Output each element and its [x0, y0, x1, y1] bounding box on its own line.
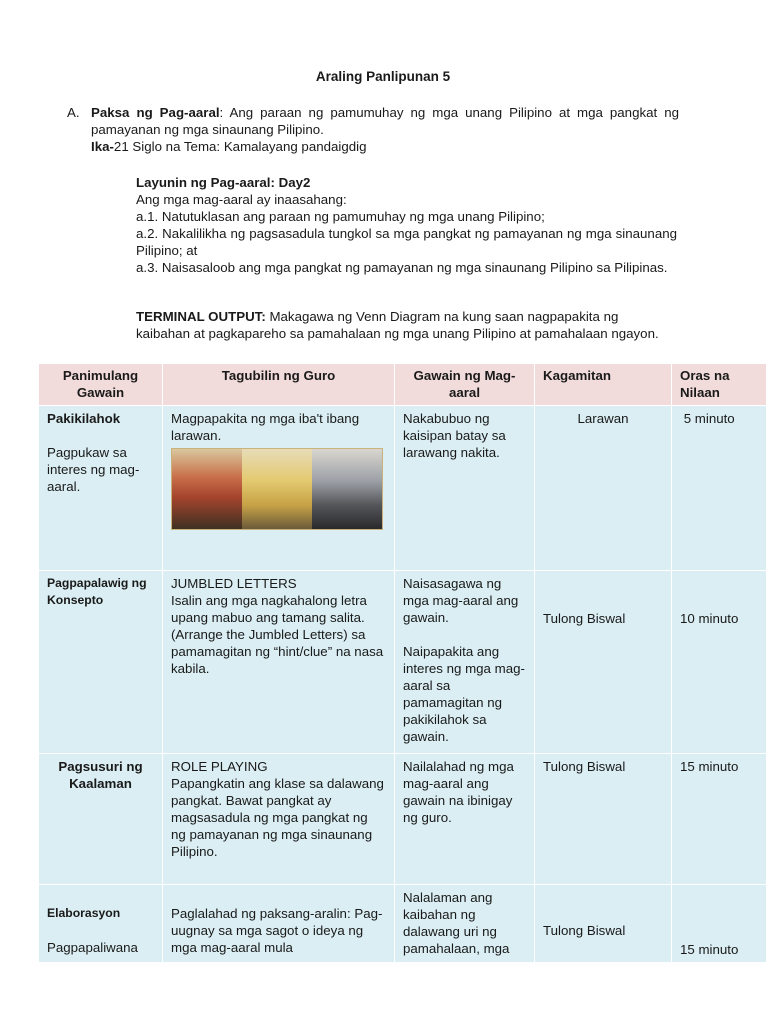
objectives-block [136, 174, 677, 276]
topic-label: Paksa ng Pag-aaral [91, 105, 220, 120]
table-header: Tagubilin ng Guro [163, 364, 395, 406]
time-cell: 15 minuto [672, 754, 767, 885]
instruction-cell [163, 406, 395, 571]
terminal-text: Makagawa ng Venn Diagram na kung saan nagpapakita ng kaibahan at pagkapareho sa pamahalaan ng mga unang Pilipino at pamahalaan ngayon. [136, 309, 659, 341]
time-cell: 10 minuto [672, 571, 767, 754]
objectives-heading: Layunin ng Pag-aaral: Day2 [136, 175, 311, 190]
activity-name: Pagsusuri ng Kaalaman [58, 759, 143, 791]
materials-cell: Tulong Biswal [535, 885, 672, 963]
document-title: Araling Panlipunan 5 [315, 69, 451, 84]
table-header: Oras na Nilaan [672, 364, 767, 406]
time-cell: 15 minuto [672, 885, 767, 963]
century-text: 21 Siglo na Tema: Kamalayang pandaigdig [113, 139, 367, 154]
activity-subtitle: Pagpukaw sa interes ng mag-aaral. [47, 445, 140, 494]
objective-item: a.1. Natutuklasan ang paraan ng pamumuhay ng mga unang Pilipino; [136, 209, 545, 224]
table-row [39, 571, 767, 754]
materials-cell: Tulong Biswal [535, 571, 672, 754]
terminal-label: TERMINAL OUTPUT: [136, 309, 266, 324]
instruction-cell: ROLE PLAYING Papangkatin ang klase sa dalawang pangkat. Bawat pangkat ay magsasadula ng mga pangkat ng ng pamayanan ng mga sinaunang Pilipino. [163, 754, 395, 885]
student-task-cell: Nakabubuo ng kaisipan batay sa larawang nakita. [395, 406, 535, 571]
activity-cell [39, 571, 163, 754]
activity-cell [39, 406, 163, 571]
instruction-cell: JUMBLED LETTERS Isalin ang mga nagkahalong letra upang mabuo ang tamang salita. (Arrange the Jumbled Letters) sa pamamagitan ng “hint/clue” na nasa kabila. [163, 571, 395, 754]
objective-item: a.3. Naisasaloob ang mga pangkat ng pamayanan ng mga sinaunang Pilipino sa Pilipinas. [136, 260, 668, 275]
topic-text: : Ang paraan ng pamumuhay ng mga unang Pilipino at mga pangkat ng pamayanan ng mga sinaunang Pilipino. [91, 105, 679, 137]
lesson-table [38, 363, 767, 963]
activity-cell [39, 754, 163, 885]
student-task-cell: Nailalahad ng mga mag-aaral ang gawain na ibinigay ng guro. [395, 754, 535, 885]
activity-name: Pagpapalawig ng Konsepto [47, 576, 147, 607]
student-task-cell: Nalalaman ang kaibahan ng dalawang uri ng pamahalaan, mga [395, 885, 535, 963]
activity-name: Pakikilahok [47, 411, 121, 426]
activity-cell [39, 885, 163, 963]
table-header-row [39, 364, 767, 406]
instruction-cell: Paglalahad ng paksang-aralin: Pag-uugnay sa mga sagot o ideya ng mga mag-aaral mula [163, 885, 395, 963]
student-task-cell: Naisasagawa ng mga mag-aaral ang gawain. Naipapakita ang interes ng mga mag-aaral sa pamamagitan ng pakikilahok sa gawain. [395, 571, 535, 754]
table-row [39, 406, 767, 571]
objective-item: a.2. Nakalilikha ng pagsasadula tungkol sa mga pangkat ng pamayanan ng mga sinaunang Pilipino; at [136, 226, 677, 258]
time-cell: 5 minuto [672, 406, 767, 571]
table-row [39, 885, 767, 963]
section-a [67, 104, 679, 155]
objectives-intro: Ang mga mag-aaral ay inaasahang: [136, 192, 347, 207]
activity-subtitle: Pagpapaliwana [47, 940, 138, 955]
table-row [39, 754, 767, 885]
century-label: Ika- [91, 139, 114, 154]
materials-cell: Larawan [535, 406, 672, 571]
table-header: Gawain ng Mag-aaral [395, 364, 535, 406]
table-header: Kagamitan [535, 364, 672, 406]
instruction-text: Magpapakita ng mga iba't ibang larawan. [171, 411, 360, 443]
terminal-output [136, 308, 666, 342]
activity-name: Elaborasyon [47, 906, 121, 920]
historical-illustration-image [171, 448, 383, 530]
table-header: Panimulang Gawain [39, 364, 163, 406]
section-letter: A. [67, 105, 80, 120]
materials-cell: Tulong Biswal [535, 754, 672, 885]
